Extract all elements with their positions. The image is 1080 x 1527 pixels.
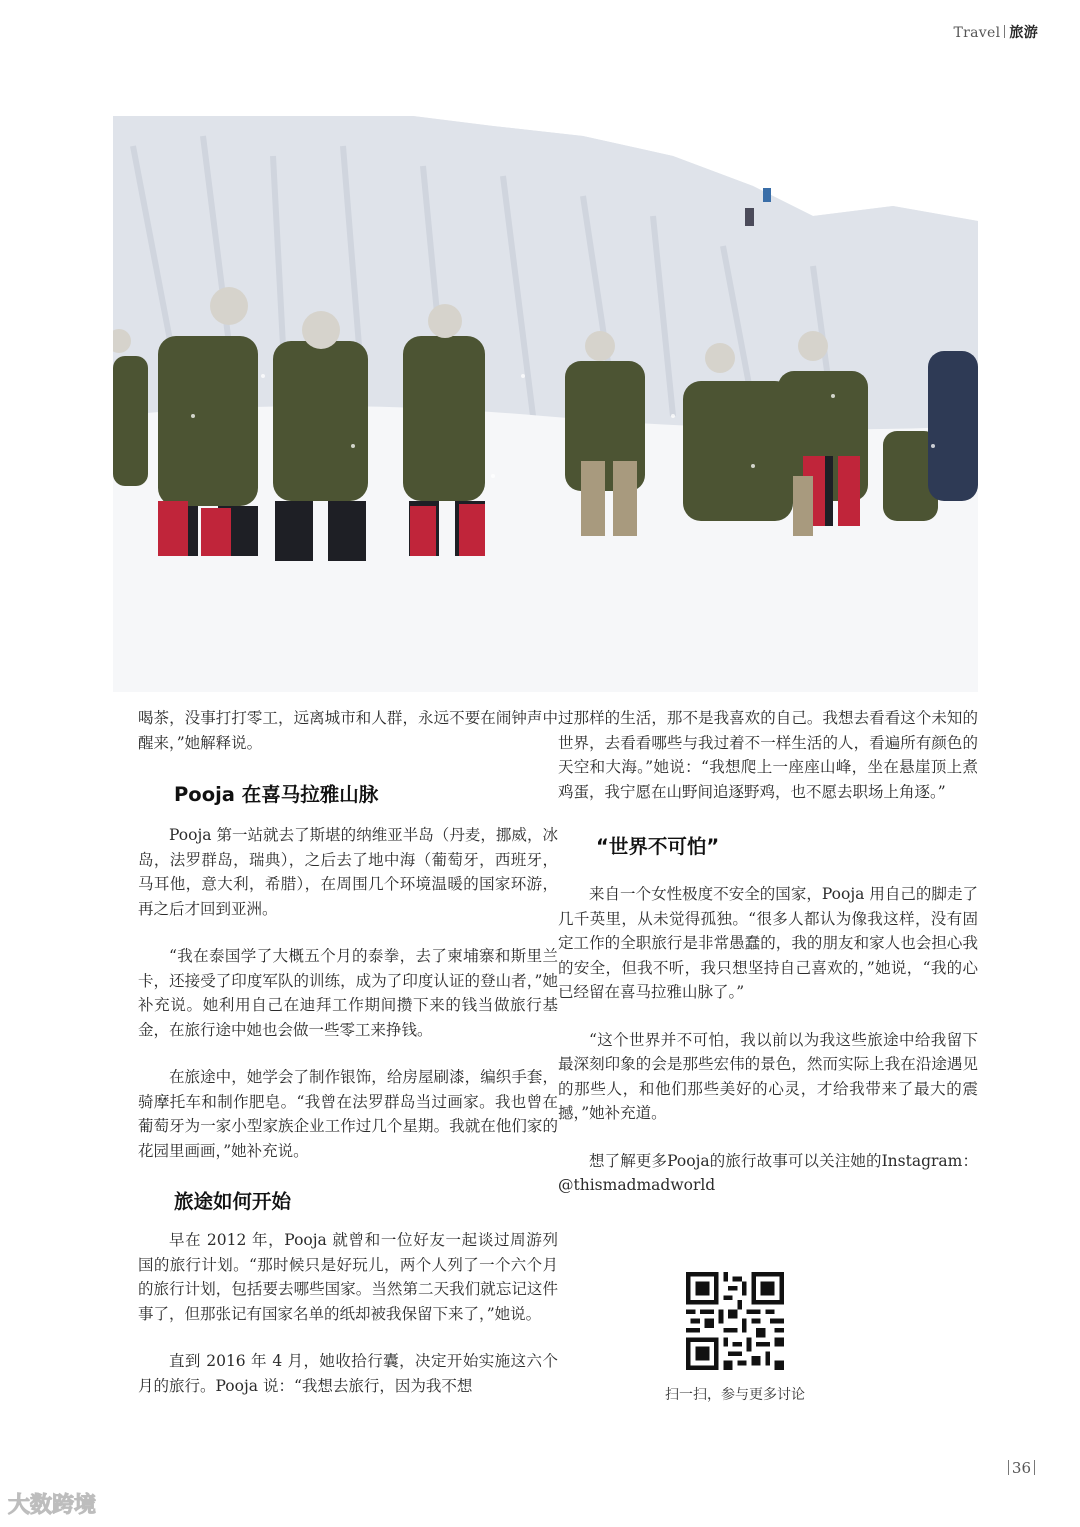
left-column: [138, 706, 558, 1398]
article-paragraph: 来自一个女性极度不安全的国家，Pooja 用自己的脚走了几千英里，从未觉得孤独。“很多人都认为像我这样，没有固定工作的全职旅行是非常愚蠢的，我的朋友和家人也会担心我的安全，但我不听，我只想坚持自己喜欢的，”她说，“我的心已经留在喜马拉雅山脉了。”: [558, 885, 978, 1001]
page-number: [1005, 1459, 1038, 1477]
page-header: [954, 22, 1038, 42]
article-paragraph: 喝茶，没事打打零工，远离城市和人群，永远不要在闹钟声中醒来，”她解释说。: [138, 709, 558, 752]
article-paragraph: 早在 2012 年，Pooja 就曾和一位好友一起谈过周游列国的旅行计划。“那时候只是好玩儿，两个人列了一个六个月的旅行计划，包括要去哪些国家。当然第二天我们就忘记这件事了，但那张记有国家名单的纸却被我保留下来了，”她说。: [138, 1231, 558, 1323]
section-label-cn: 旅游: [1009, 25, 1038, 41]
page-number-bar: [1034, 1460, 1035, 1475]
section-heading: “世界不可怕”: [596, 835, 720, 858]
qr-code[interactable]: [686, 1272, 784, 1370]
section-label-en: Travel: [953, 25, 1001, 41]
section-heading: 旅途如何开始: [174, 1190, 292, 1213]
header-divider: [1004, 25, 1005, 38]
climbers-photo: [113, 116, 978, 692]
article-paragraph: 在旅途中，她学会了制作银饰，给房屋刷漆，编织手套，骑摩托车和制作肥皂。“我曾在法罗群岛当过画家。我也曾在葡萄牙为一家小型家族企业工作过几个星期。我就在他们家的花园里画画，”她补充说。: [138, 1068, 558, 1160]
article-paragraph: 直到 2016 年 4 月，她收拾行囊，决定开始实施这六个月的旅行。Pooja 说：“我想去旅行，因为我不想: [138, 1352, 558, 1395]
watermark-logo: [8, 1488, 96, 1519]
article-paragraph: Pooja 第一站就去了斯堪的纳维亚半岛（丹麦，挪威，冰岛，法罗群岛，瑞典），之后去了地中海（葡萄牙，西班牙，马耳他，意大利，希腊），在周围几个环境温暖的国家环游，再之后才回到亚洲。: [138, 826, 558, 918]
watermark-text: 大数跨境: [8, 1493, 97, 1518]
page-number-value: 36: [1011, 1459, 1031, 1477]
article-paragraph: “这个世界并不可怕，我以前以为我这些旅途中给我留下最深刻印象的会是那些宏伟的景色，然而实际上我在沿途遇见的那些人，和他们那些美好的心灵，才给我带来了最大的震撼，”她补充道。: [558, 1030, 978, 1122]
article-paragraph: “我在泰国学了大概五个月的泰拳，去了柬埔寨和斯里兰卡，还接受了印度军队的训练，成为了印度认证的登山者，”她补充说。她利用自己在迪拜工作期间攒下来的钱当做旅行基金，在旅行途中她也会做一些零工来挣钱。: [138, 947, 558, 1039]
instagram-note: 想了解更多Pooja的旅行故事可以关注她的Instagram：@thismadmadworld: [558, 1151, 978, 1194]
qr-caption: 扫一扫，参与更多讨论: [665, 1387, 805, 1403]
right-column: [558, 706, 978, 1198]
page-number-bar: [1008, 1460, 1009, 1475]
article-paragraph: 过那样的生活，那不是我喜欢的自己。我想去看看这个未知的世界，去看看哪些与我过着不一样生活的人，看遍所有颜色的天空和大海。”她说：“我想爬上一座座山峰，坐在悬崖顶上煮鸡蛋，我宁愿在山野间追逐野鸡，也不愿去职场上角逐。”: [558, 709, 978, 801]
section-heading: Pooja 在喜马拉雅山脉: [174, 783, 379, 806]
